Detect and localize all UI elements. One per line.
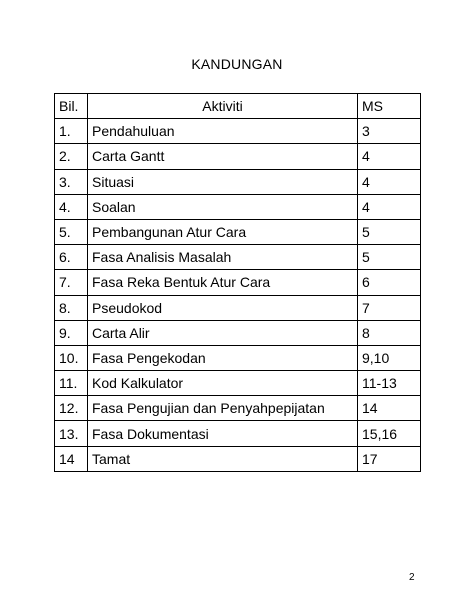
row-activity: Pendahuluan [88,119,358,144]
table-row [55,320,421,345]
page-number: 2 [409,572,415,583]
table-row [55,446,421,471]
row-activity: Pembangunan Atur Cara [88,219,358,244]
row-activity: Fasa Analisis Masalah [88,245,358,270]
table-row [55,119,421,144]
row-activity: Kod Kalkulator [88,371,358,396]
table-row [55,194,421,219]
header-bil: Bil. [55,94,88,119]
row-page: 11-13 [358,371,421,396]
table-row [55,169,421,194]
row-number: 1. [55,119,88,144]
row-page: 3 [358,119,421,144]
row-activity: Tamat [88,446,358,471]
table-row [55,144,421,169]
table-row [55,219,421,244]
row-page: 4 [358,194,421,219]
row-activity: Carta Alir [88,320,358,345]
row-activity: Fasa Reka Bentuk Atur Cara [88,270,358,295]
table-row [55,396,421,421]
row-page: 7 [358,295,421,320]
row-number: 3. [55,169,88,194]
row-number: 11. [55,371,88,396]
row-page: 14 [358,396,421,421]
row-number: 13. [55,421,88,446]
row-activity: Fasa Pengekodan [88,345,358,370]
row-page: 17 [358,446,421,471]
row-number: 2. [55,144,88,169]
row-activity: Pseudokod [88,295,358,320]
row-number: 9. [55,320,88,345]
row-page: 9,10 [358,345,421,370]
table-row [55,371,421,396]
row-activity: Situasi [88,169,358,194]
row-activity: Carta Gantt [88,144,358,169]
table-row [55,345,421,370]
row-page: 5 [358,219,421,244]
table-header-row [55,94,421,119]
table-row [55,295,421,320]
header-aktiviti: Aktiviti [88,94,358,119]
table-row [55,270,421,295]
row-page: 15,16 [358,421,421,446]
header-ms: MS [358,94,421,119]
table-row [55,245,421,270]
table-body [55,119,421,472]
row-page: 8 [358,320,421,345]
row-number: 4. [55,194,88,219]
row-number: 6. [55,245,88,270]
row-page: 4 [358,169,421,194]
row-number: 8. [55,295,88,320]
table-row [55,421,421,446]
contents-table [54,93,421,472]
row-number: 12. [55,396,88,421]
row-number: 14 [55,446,88,471]
row-page: 6 [358,270,421,295]
page-title: KANDUNGAN [191,56,283,72]
row-activity: Fasa Pengujian dan Penyahpepijatan [88,396,358,421]
row-page: 5 [358,245,421,270]
row-page: 4 [358,144,421,169]
row-number: 10. [55,345,88,370]
row-activity: Fasa Dokumentasi [88,421,358,446]
row-number: 7. [55,270,88,295]
row-number: 5. [55,219,88,244]
row-activity: Soalan [88,194,358,219]
